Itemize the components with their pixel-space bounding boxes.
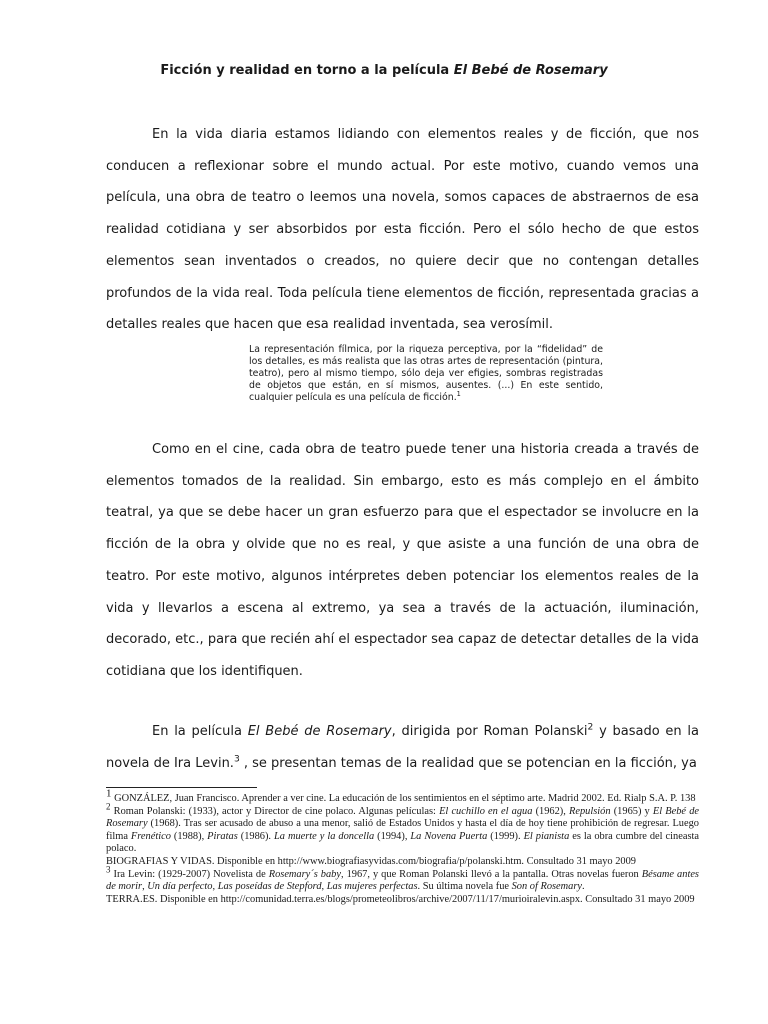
footnotes — [106, 787, 699, 906]
footnote-2-source: BIOGRAFIAS Y VIDAS. Disponible en http://www.biografiasyvidas.com/biografia/p/polanski.htm. Consultado 31 mayo 2009 — [106, 855, 636, 867]
paragraph-3 — [106, 716, 699, 779]
footnote-3-text: , — [321, 881, 327, 893]
title-main: Ficción y realidad en torno a la película — [160, 63, 454, 78]
film-title: Piratas — [207, 830, 238, 842]
p3-text-c: y basado en la novela de Ira Levin. — [106, 724, 699, 771]
p3-text-a: En la película — [152, 724, 248, 739]
film-title: La Novena Puerta — [410, 830, 488, 842]
novel-title: Las mujeres perfectas — [326, 881, 418, 893]
footnote-2-text: Roman Polanski: (1933), actor y Director de cine polaco. Algunas películas: — [110, 805, 440, 817]
footnote-2-text: (1988), — [170, 830, 208, 842]
p3-text-d: , se presentan temas de la realidad que se potencian en la ficción, ya — [239, 755, 697, 771]
footnote-1-number: 1 — [106, 787, 112, 800]
footnote-1-text: GONZÁLEZ, Juan Francisco. Aprender a ver cine. La educación de los sentimientos en el séptimo arte. Madrid 2002. Ed. Rialp S.A. P. 138 — [111, 793, 696, 804]
footnote-2-text: es la obra cumbre del cineasta polaco. — [106, 830, 699, 855]
footnote-2-text: (1999). — [487, 830, 524, 842]
quote-footnote-ref[interactable]: 1 — [456, 389, 461, 398]
footnote-3-text: . — [582, 881, 585, 893]
novel-title: Bésame antes de morir — [106, 868, 699, 893]
document-title — [106, 63, 662, 78]
film-title: El pianista — [523, 830, 570, 842]
footnote-2-text: (1962), — [532, 805, 570, 817]
film-title: El cuchillo en el agua — [439, 805, 533, 817]
footnote-3-text: . Su última novela fue — [417, 881, 512, 893]
footnote-3-text: , — [212, 881, 218, 893]
footnote-3-text: Ira Levin: (1929-2007) Novelista de — [110, 868, 269, 880]
footnote-2-text: (1986). — [237, 830, 274, 842]
block-quote — [249, 344, 603, 404]
footnote-2-number: 2 — [106, 801, 111, 812]
film-title: El Bebé de Rosemary — [106, 805, 699, 830]
novel-title: Un día perfecto — [147, 881, 213, 893]
p3-film-name: El Bebé de Rosemary — [247, 724, 392, 739]
footnote-3-number: 3 — [106, 864, 111, 875]
footnote-2-text: (1968). Tras ser acusado de abuso a una menor, salió de Estados Unidos y hasta el día de hoy tiene prohibición de regresar. Luego filma — [106, 818, 699, 842]
quote-text: La representación fílmica, por la riqueza perceptiva, por la “fidelidad” de los detalles, es más realista que las otras artes de representación (pintura, teatro), pero al mismo tiempo, sólo deja ver efigies, sombras registradas de objetos que están, en sí mismos, ausentes. (...) En este sentido, cualquier película es una película de ficción. — [249, 344, 603, 403]
footnote-3-text: , 1967, y que Roman Polanski llevó a la pantalla. Otras novelas fueron — [341, 868, 642, 880]
footnote-3-source: TERRA.ES. Disponible en http://comunidad.terra.es/blogs/prometeolibros/archive/2007/11/17/murioiralevin.aspx. Consultado 31 mayo 2009 — [106, 893, 695, 905]
novel-title: Son of Rosemary — [511, 881, 583, 893]
title-film-name: El Bebé de Rosemary — [453, 63, 608, 78]
novel-title: Rosemary´s baby — [268, 868, 341, 880]
paragraph-1: En la vida diaria estamos lidiando con elementos reales y de ficción, que nos conducen a reflexionar sobre el mundo actual. Por este motivo, cuando vemos una película, una obra de teatro o leemos una novela, somos capaces de abstraernos de esa realidad cotidiana y ser absorbidos por esta ficción. Pero el sólo hecho de que estos elementos sean inventados o creados, no quiere decir que no contengan detalles profundos de la vida real. Toda película tiene elementos de ficción, representada gracias a detalles reales que hacen que esa realidad inventada, sea verosímil. — [106, 127, 699, 333]
footnote-ref-3[interactable]: 3 — [233, 754, 240, 765]
footnote-ref-2[interactable]: 2 — [587, 722, 594, 733]
novel-title: Las poseídas de Stepford — [217, 881, 322, 893]
footnote-2-text: (1994), — [374, 830, 411, 842]
footnote-2-text: (1965) y — [610, 805, 653, 817]
footnote-separator — [106, 787, 257, 788]
film-title: Repulsión — [569, 805, 611, 817]
film-title: Frenético — [130, 830, 171, 842]
footnote-3-text: , — [142, 881, 148, 893]
p3-text-b: , dirigida por Roman Polanski — [391, 724, 588, 739]
footnote-2 — [106, 801, 699, 856]
film-title: La muerte y la doncella — [274, 830, 375, 842]
paragraph-2: Como en el cine, cada obra de teatro puede tener una historia creada a través de elementos tomados de la realidad. Sin embargo, esto es más complejo en el ámbito teatral, ya que se debe hacer un gran esfuerzo para que el espectador se involucre en la ficción de la obra y olvide que no es real, y que asiste a una función de una obra de teatro. Por este motivo, algunos intérpretes deben potenciar los elementos reales de la vida y llevarlos a escena al extremo, ya sea a través de la actuación, iluminación, decorado, etc., para que recién ahí el espectador sea capaz de detectar detalles de la vida cotidiana que los identifiquen. — [106, 442, 699, 679]
footnote-3 — [106, 864, 699, 894]
footnote-1 — [106, 787, 699, 806]
